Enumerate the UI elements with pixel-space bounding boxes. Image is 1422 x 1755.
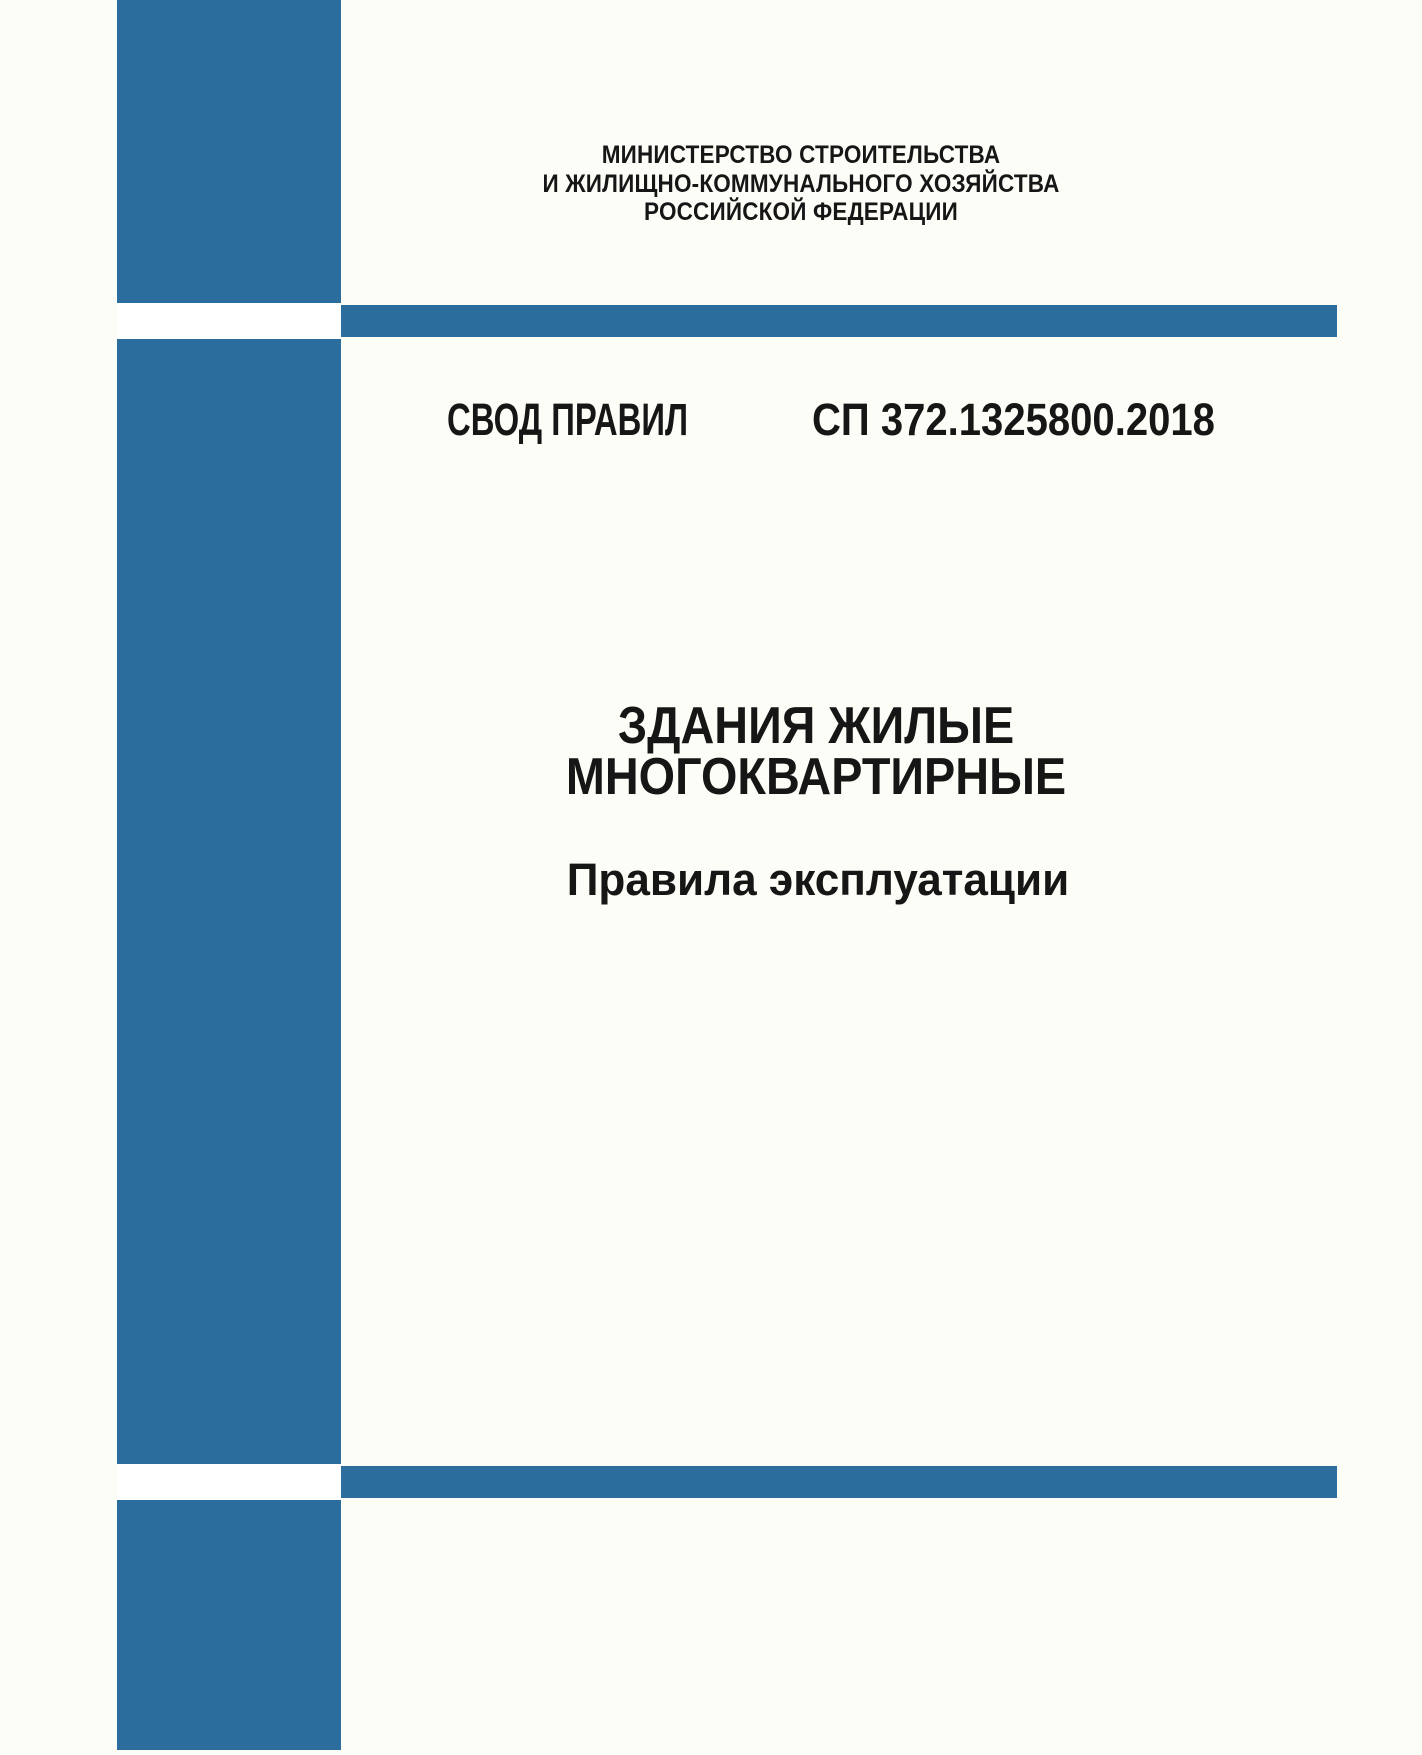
document-kind-label: СВОД ПРАВИЛ [447, 394, 689, 445]
ministry-line-1: МИНИСТЕРСТВО СТРОИТЕЛЬСТВА [601, 141, 1001, 169]
document-title-line-2: МНОГОКВАРТИРНЫЕ [565, 748, 1067, 806]
left-column-bottom-notch [117, 1464, 341, 1500]
bottom-accent-band [341, 1466, 1337, 1498]
document-subtitle: Правила эксплуатации [566, 854, 1070, 905]
ministry-line-3: РОССИЙСКОЙ ФЕДЕРАЦИИ [644, 198, 958, 226]
document-code: СП 372.1325800.2018 [812, 394, 1215, 445]
document-title-line-1: ЗДАНИЯ ЖИЛЫЕ [617, 697, 1015, 755]
ministry-line-2: И ЖИЛИЩНО-КОММУНАЛЬНОГО ХОЗЯЙСТВА [542, 169, 1060, 198]
top-accent-band [341, 305, 1337, 337]
left-column-top-notch [117, 303, 341, 339]
ministry-header [542, 141, 1059, 227]
